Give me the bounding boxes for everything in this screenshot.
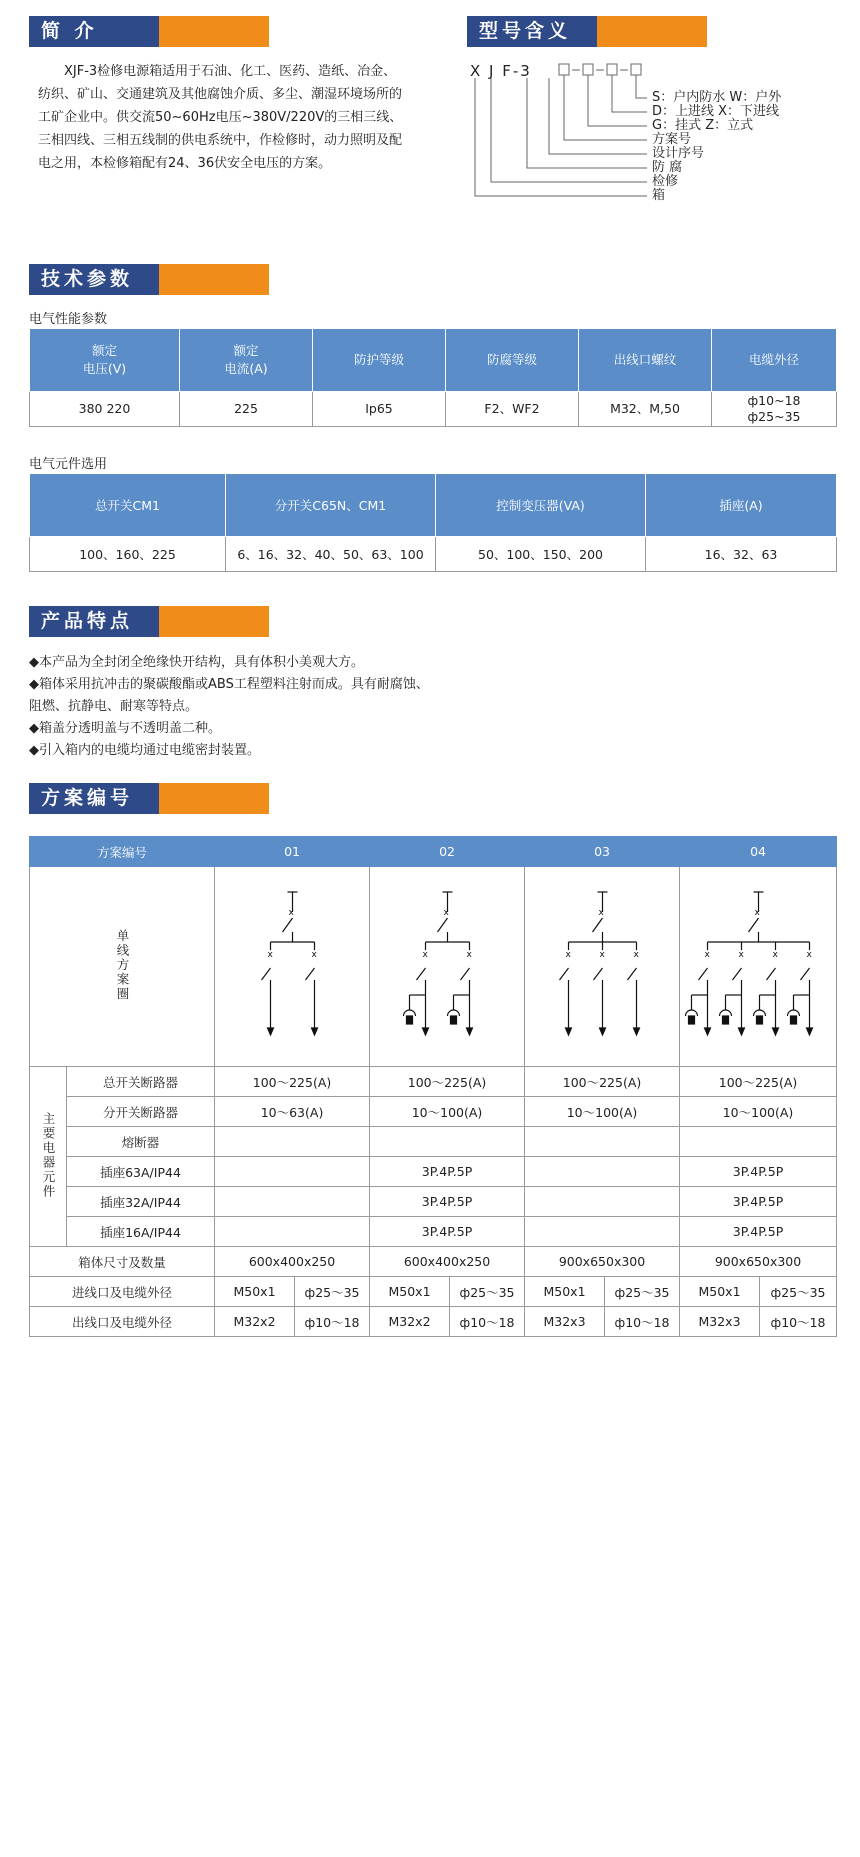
diagram-cell xyxy=(680,867,837,1067)
svg-text:x: x xyxy=(633,950,639,960)
component-value: 10～63(A) xyxy=(215,1097,370,1127)
elec-params-table xyxy=(29,328,837,427)
component-value xyxy=(525,1157,680,1187)
component-value: 100～225(A) xyxy=(680,1067,837,1097)
intro-text: XJF-3检修电源箱适用于石油、化工、医药、造纸、冶金、纺织、矿山、交通建筑及其他腐蚀介质、多尘、潮湿环境场所的工矿企业中。供交流50~60Hz电压~380V/220V的三相三线、三相四线、三相五线制的供电系统中，作检修时，动力照明及配电之用，本检修箱配有24、36伏安全电压的方案。 xyxy=(38,64,403,171)
svg-text:x: x xyxy=(738,950,744,960)
single-line-diagram xyxy=(215,870,370,1060)
scheme-col-header: 方案编号 xyxy=(30,837,215,867)
model-label: G：挂式 Z：立式 xyxy=(652,118,754,133)
svg-text:x: x xyxy=(806,950,812,960)
features-list xyxy=(29,652,439,762)
main-components-label-cell xyxy=(30,1067,67,1247)
elec-header-cell: 电缆外径 xyxy=(712,329,837,392)
component-value: 10～100(A) xyxy=(680,1097,837,1127)
box-size-value: 600x400x250 xyxy=(370,1247,525,1277)
svg-text:x: x xyxy=(311,950,317,960)
svg-text:x: x xyxy=(772,950,778,960)
scheme-number: 03 xyxy=(525,837,680,867)
outlet-thread: M32x3 xyxy=(680,1307,760,1337)
component-value xyxy=(215,1157,370,1187)
model-label: 箱 xyxy=(652,188,666,203)
component-label: 熔断器 xyxy=(67,1127,215,1157)
feature-item: ◆本产品为全封闭全绝缘快开结构，具有体积小美观大方。 xyxy=(29,655,364,670)
outlet-cable-dia: ф10～18 xyxy=(760,1307,837,1337)
elec-header-cell: 出线口螺纹 xyxy=(579,329,712,392)
outlet-cable-dia: ф10～18 xyxy=(605,1307,680,1337)
svg-text:x: x xyxy=(443,908,449,918)
component-value: 100～225(A) xyxy=(525,1067,680,1097)
component-value xyxy=(370,1127,525,1157)
scheme-number: 02 xyxy=(370,837,525,867)
inlet-thread: M50x1 xyxy=(680,1277,760,1307)
component-value xyxy=(525,1187,680,1217)
diagram-cell xyxy=(525,867,680,1067)
inlet-cable-dia: ф25～35 xyxy=(295,1277,370,1307)
model-title: 型号含义 xyxy=(467,16,597,47)
component-label: 插座16A/IP44 xyxy=(67,1217,215,1247)
svg-text:x: x xyxy=(599,950,605,960)
inlet-label: 进线口及电缆外径 xyxy=(30,1277,215,1307)
comp-header-cell: 分开关C65N、CM1 xyxy=(226,474,436,537)
elec-value-cell: Ip65 xyxy=(313,392,446,427)
comp-value-cell: 50、100、150、200 xyxy=(436,537,646,572)
outlet-thread: M32x2 xyxy=(215,1307,295,1337)
outlet-cable-dia: ф10～18 xyxy=(295,1307,370,1337)
model-header xyxy=(467,16,707,47)
component-value xyxy=(215,1127,370,1157)
component-value xyxy=(525,1217,680,1247)
box-size-value: 900x650x300 xyxy=(680,1247,837,1277)
single-line-diagram xyxy=(681,870,836,1060)
elec-header-cell: 额定 电流(A) xyxy=(180,329,313,392)
outlet-label: 出线口及电缆外径 xyxy=(30,1307,215,1337)
model-diagram xyxy=(467,60,857,240)
comp-header-cell: 控制变压器(VA) xyxy=(436,474,646,537)
model-label: 方案号 xyxy=(652,132,692,147)
inlet-cable-dia: ф25～35 xyxy=(605,1277,680,1307)
model-label: D：上进线 X：下进线 xyxy=(652,104,780,119)
component-value: 100～225(A) xyxy=(215,1067,370,1097)
component-value: 3P.4P.5P xyxy=(680,1187,837,1217)
features-title: 产品特点 xyxy=(29,606,159,637)
elec-params-title: 电气性能参数 xyxy=(29,312,108,327)
elec-header-cell: 额定 电压(V) xyxy=(30,329,180,392)
comp-header-cell: 插座(A) xyxy=(646,474,837,537)
schemes-header xyxy=(29,783,269,814)
svg-text:x: x xyxy=(565,950,571,960)
box-size-value: 900x650x300 xyxy=(525,1247,680,1277)
component-label: 总开关断路器 xyxy=(67,1067,215,1097)
elec-value-cell: ф10~18 ф25~35 xyxy=(712,392,837,427)
model-label: 防 腐 xyxy=(652,160,683,175)
inlet-cable-dia: ф25～35 xyxy=(760,1277,837,1307)
scheme-table xyxy=(29,836,837,1337)
outlet-thread: M32x3 xyxy=(525,1307,605,1337)
component-label: 插座63A/IP44 xyxy=(67,1157,215,1187)
comp-value-cell: 100、160、225 xyxy=(30,537,226,572)
diagram-cell xyxy=(215,867,370,1067)
component-value: 10～100(A) xyxy=(525,1097,680,1127)
feature-item: ◆箱盖分透明盖与不透明盖二种。 xyxy=(29,721,221,736)
component-value: 100～225(A) xyxy=(370,1067,525,1097)
svg-text:x: x xyxy=(422,950,428,960)
model-label: 设计序号 xyxy=(652,146,705,161)
elec-value-cell: M32、M,50 xyxy=(579,392,712,427)
inlet-cable-dia: ф25～35 xyxy=(450,1277,525,1307)
comp-value-cell: 6、16、32、40、50、63、100 xyxy=(226,537,436,572)
elec-header-cell: 防护等级 xyxy=(313,329,446,392)
svg-text:x: x xyxy=(598,908,604,918)
elec-value-cell: F2、WF2 xyxy=(446,392,579,427)
inlet-thread: M50x1 xyxy=(370,1277,450,1307)
scheme-number: 01 xyxy=(215,837,370,867)
outlet-cable-dia: ф10～18 xyxy=(450,1307,525,1337)
svg-text:x: x xyxy=(704,950,710,960)
main-components-label: 主要电器元件 xyxy=(41,1111,56,1199)
component-value: 3P.4P.5P xyxy=(370,1217,525,1247)
box-size-value: 600x400x250 xyxy=(215,1247,370,1277)
tech-header xyxy=(29,264,269,295)
comp-value-cell: 16、32、63 xyxy=(646,537,837,572)
diagram-label-cell xyxy=(30,867,215,1067)
comp-table xyxy=(29,473,837,572)
component-value xyxy=(215,1187,370,1217)
diagram-cell xyxy=(370,867,525,1067)
component-value xyxy=(215,1217,370,1247)
svg-text:x: x xyxy=(288,908,294,918)
diagram-label: 单线方案圈 xyxy=(115,928,130,1002)
component-value: 10～100(A) xyxy=(370,1097,525,1127)
model-label: 检修 xyxy=(652,174,679,189)
box-size-label: 箱体尺寸及数量 xyxy=(30,1247,215,1277)
intro-header xyxy=(29,16,269,47)
intro-title: 简 介 xyxy=(29,16,159,47)
elec-value-cell: 225 xyxy=(180,392,313,427)
elec-value-cell: 380 220 xyxy=(30,392,180,427)
single-line-diagram xyxy=(370,870,525,1060)
component-label: 分开关断路器 xyxy=(67,1097,215,1127)
tech-title: 技术参数 xyxy=(29,264,159,295)
component-value: 3P.4P.5P xyxy=(370,1157,525,1187)
inlet-thread: M50x1 xyxy=(525,1277,605,1307)
component-value: 3P.4P.5P xyxy=(680,1217,837,1247)
comp-title: 电气元件选用 xyxy=(29,457,108,472)
outlet-thread: M32x2 xyxy=(370,1307,450,1337)
svg-text:x: x xyxy=(754,908,760,918)
component-value: 3P.4P.5P xyxy=(370,1187,525,1217)
scheme-number: 04 xyxy=(680,837,837,867)
inlet-thread: M50x1 xyxy=(215,1277,295,1307)
feature-item: ◆箱体采用抗冲击的聚碳酸酯或ABS工程塑料注射而成。具有耐腐蚀、阻燃、抗静电、耐寒等特点。 xyxy=(29,677,429,714)
component-value xyxy=(680,1127,837,1157)
svg-text:x: x xyxy=(267,950,273,960)
component-label: 插座32A/IP44 xyxy=(67,1187,215,1217)
features-header xyxy=(29,606,269,637)
model-code: X J F-3 xyxy=(470,62,532,80)
elec-header-cell: 防腐等级 xyxy=(446,329,579,392)
svg-text:x: x xyxy=(466,950,472,960)
single-line-diagram xyxy=(525,870,680,1060)
schemes-title: 方案编号 xyxy=(29,783,159,814)
comp-header-cell: 总开关CM1 xyxy=(30,474,226,537)
component-value: 3P.4P.5P xyxy=(680,1157,837,1187)
component-value xyxy=(525,1127,680,1157)
feature-item: ◆引入箱内的电缆均通过电缆密封装置。 xyxy=(29,743,260,758)
model-label: S：户内防水 W：户外 xyxy=(652,90,782,105)
